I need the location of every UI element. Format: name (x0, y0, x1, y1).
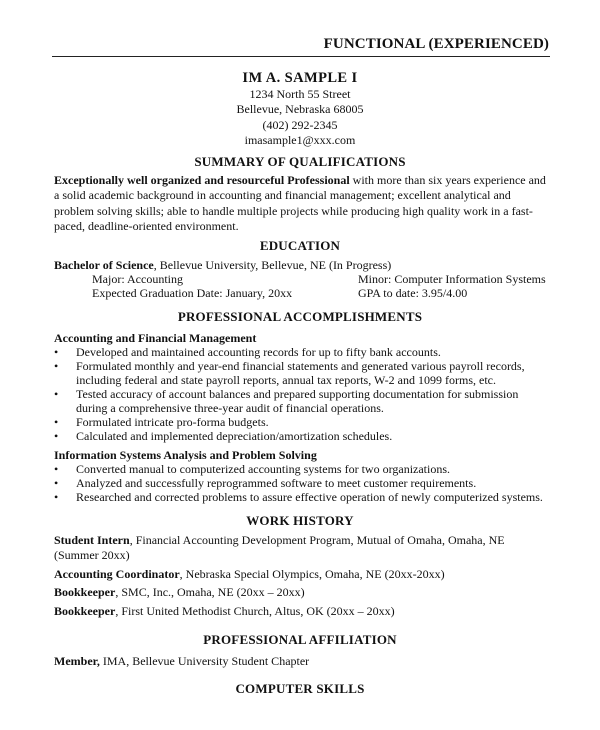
affiliation-role: Member, (54, 654, 100, 668)
bullet-icon: • (54, 462, 59, 476)
bullet-icon: • (54, 415, 59, 429)
phone-number: (402) 292-2345 (262, 117, 338, 132)
major: Major: Accounting (92, 272, 183, 286)
degree-line (54, 258, 391, 273)
accomplishment-group-title: Accounting and Financial Management (54, 331, 257, 345)
job-entry (54, 585, 305, 600)
header-rule (52, 56, 550, 57)
summary-heading: SUMMARY OF QUALIFICATIONS (194, 154, 406, 169)
job-detail: , Nebraska Special Olympics, Omaha, NE (20xx-20xx) (179, 567, 445, 581)
accomplishments-heading: PROFESSIONAL ACCOMPLISHMENTS (177, 309, 423, 324)
bullet-icon: • (54, 476, 59, 490)
education-heading: EDUCATION (259, 238, 341, 253)
accomplishment-group-title: Information Systems Analysis and Problem Solving (54, 448, 317, 462)
bullet-icon: • (54, 429, 59, 443)
bullet-icon: • (54, 345, 59, 359)
job-title: Student Intern (54, 533, 130, 547)
job-entry (54, 604, 395, 619)
job-detail-continued: (Summer 20xx) (54, 547, 130, 562)
affiliation-heading: PROFESSIONAL AFFILIATION (203, 632, 397, 647)
gpa: GPA to date: 3.95/4.00 (358, 286, 468, 300)
bullet-icon: • (54, 359, 59, 373)
summary-lead: Exceptionally well organized and resourceful Professional (54, 173, 350, 187)
applicant-name: IM A. SAMPLE I (242, 70, 358, 86)
affiliation-detail: IMA, Bellevue University Student Chapter (99, 654, 310, 668)
summary-text: with more than six years experience and a solid academic background in accounting and financial management; excellent analytical and problem solving skills; able to handle multiple projects while producing high quality work in a fast-paced, deadline-oriented environment. (54, 173, 546, 234)
street-address: 1234 North 55 Street (249, 87, 351, 101)
bullet-icon: • (54, 387, 59, 401)
document-type-label: FUNCTIONAL (EXPERIENCED) (323, 36, 549, 52)
summary-paragraph (54, 173, 549, 235)
job-entry (54, 533, 549, 562)
work-history-heading: WORK HISTORY (246, 513, 354, 528)
job-entry (54, 567, 445, 582)
job-title: Bookkeeper (54, 604, 116, 618)
job-detail: , First United Methodist Church, Altus, OK (20xx – 20xx) (115, 604, 395, 618)
job-detail: , Financial Accounting Development Program, Mutual of Omaha, Omaha, NE (129, 533, 505, 547)
graduation-date: Expected Graduation Date: January, 20xx (92, 286, 293, 300)
job-title: Bookkeeper (54, 585, 116, 599)
affiliation-entry (54, 654, 309, 669)
job-title: Accounting Coordinator (54, 567, 180, 581)
resume-page: FUNCTIONAL (EXPERIENCED) IM A. SAMPLE I 1234 North 55 Street Bellevue, Nebraska 68005 (402) 292-2345 imasample1@xxx.com SUMMARY OF QUALIFICATIONS Exceptionally well organized and resourceful Professional with more than six years experience and a solid academic background in accounting and financial management; excellent analytical and problem solving skills; able to handle multiple projects while producing high quality work in a fast-paced, deadline-oriented environment. EDUCATION Bachelor of Science, Bellevue University, Bellevue, NE (In Progress) Major: Accounting Minor: Computer Information Systems Expected Graduation Date: January, 20xx GPA to date: 3.95/4.00 PROFESSIONAL ACCOMPLISHMENTS Accounting and Financial Management • Developed and maintained accounting records for up to fifty bank accounts. • Formulated monthly and year-end financial statements and generated various payroll records, including federal and state payroll reports, annual tax reports, W-2 and 1099 forms, etc. • Tested accuracy of account balances and prepared supporting documentation for submission during a comprehensive three-year audit of financial operations. • Formulated intricate pro-forma budgets. • Calculated and implemented depreciation/amortization schedules. Information Systems Analysis and Problem Solving • Converted manual to computerized accounting systems for two organizations. • Analyzed and successfully reprogrammed software to meet customer requirements. • Researched and corrected problems to assure effective operation of newly computerized systems. WORK HISTORY Student Intern, Financial Accounting Development Program, Mutual of Omaha, Omaha, NE (Summer 20xx) Accounting Coordinator, Nebraska Special Olympics, Omaha, NE (20xx-20xx) Bookkeeper, SMC, Inc., Omaha, NE (20xx – 20xx) Bookkeeper, First United Methodist Church, Altus, OK (20xx – 20xx) PROFESSIONAL AFFILIATION Member, IMA, Bellevue University Student Chapter COMPUTER SKILLS (0, 0, 600, 730)
bullet-icon: • (54, 490, 59, 504)
minor: Minor: Computer Information Systems (358, 272, 546, 286)
city-state-zip: Bellevue, Nebraska 68005 (236, 102, 364, 117)
degree-name: Bachelor of Science (54, 258, 154, 272)
job-detail: , SMC, Inc., Omaha, NE (20xx – 20xx) (115, 585, 305, 599)
computer-skills-heading: COMPUTER SKILLS (235, 681, 365, 696)
email-address: imasample1@xxx.com (244, 132, 356, 147)
contact-block (0, 70, 600, 148)
degree-school: , Bellevue University, Bellevue, NE (In Progress) (153, 258, 392, 272)
